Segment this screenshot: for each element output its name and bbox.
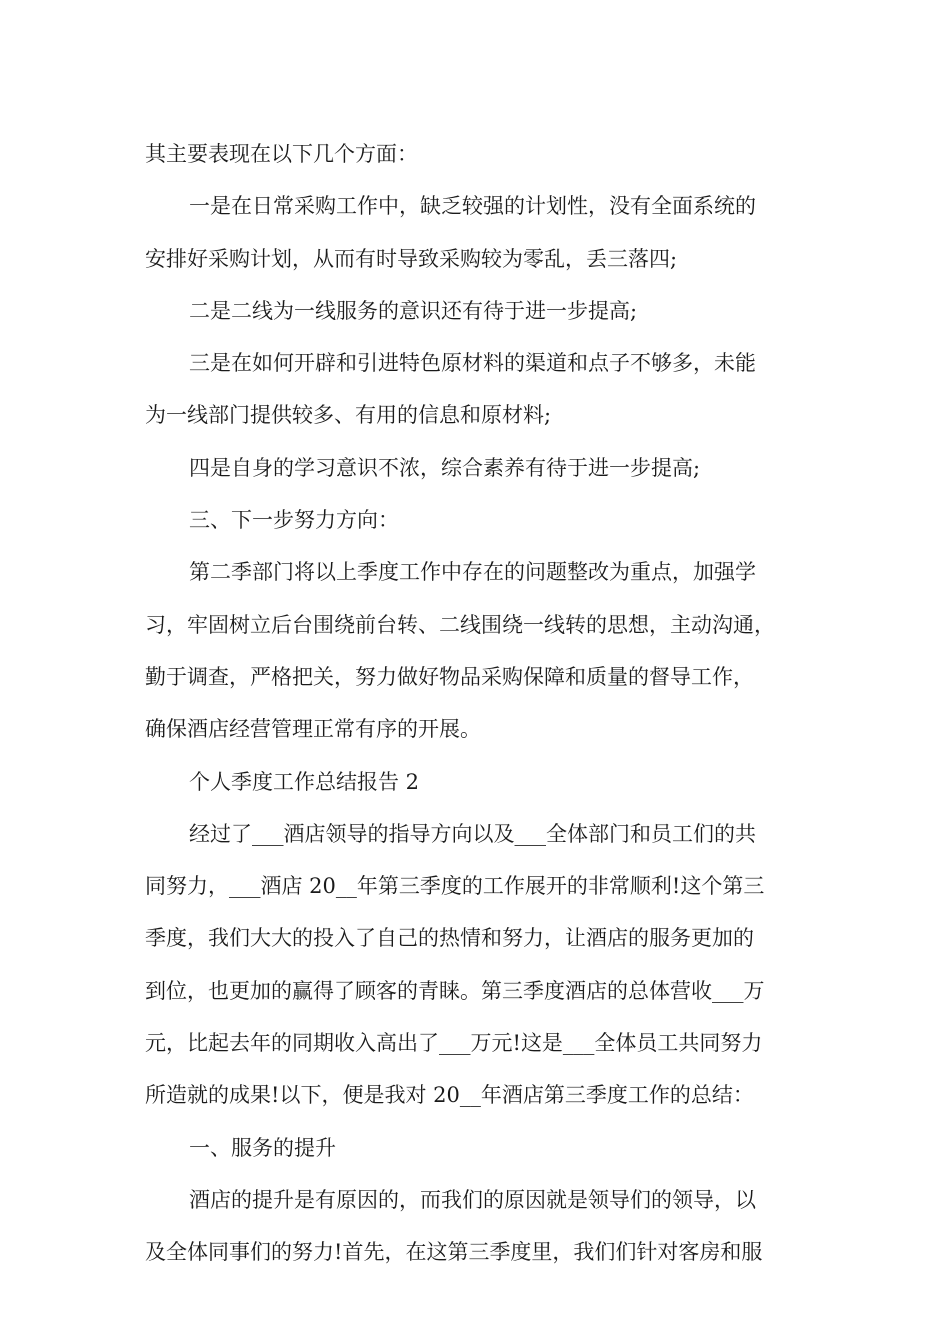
- text-line: 酒店的提升是有原因的，而我们的原因就是领导们的领导，以: [189, 1187, 756, 1212]
- text-line: 季度，我们大大的投入了自己的热情和努力，让酒店的服务更加的: [145, 926, 754, 951]
- text-line: 所造就的成果!以下，便是我对 20__年酒店第三季度工作的总结：: [145, 1083, 754, 1108]
- text-line: 其主要表现在以下几个方面：: [145, 142, 418, 166]
- text-line: 四是自身的学习意识不浓，综合素养有待于进一步提高;: [189, 455, 701, 480]
- text-line: 为一线部门提供较多、有用的信息和原材料;: [145, 403, 552, 428]
- text-line: 安排好采购计划，从而有时导致采购较为零乱，丢三落四;: [145, 246, 678, 271]
- text-line: 同努力，___酒店 20__年第三季度的工作展开的非常顺利!这个第三: [145, 874, 765, 899]
- text-line: 三、下一步努力方向：: [189, 508, 399, 533]
- text-line: 二是二线为一线服务的意识还有待于进一步提高;: [189, 298, 638, 323]
- text-line: 一是在日常采购工作中，缺乏较强的计划性，没有全面系统的: [189, 194, 756, 219]
- text-line: 勤于调查，严格把关，努力做好物品采购保障和质量的督导工作，: [145, 664, 754, 689]
- text-line: 三是在如何开辟和引进特色原材料的渠道和点子不够多，未能: [189, 351, 756, 376]
- text-line: 第二季部门将以上季度工作中存在的问题整改为重点，加强学: [189, 560, 756, 585]
- text-line: 到位，也更加的赢得了顾客的青睐。第三季度酒店的总体营收___万: [145, 978, 765, 1003]
- text-line: 经过了___酒店领导的指导方向以及___全体部门和员工们的共: [189, 821, 756, 846]
- text-line: 确保酒店经营管理正常有序的开展。: [145, 717, 481, 742]
- text-line: 元，比起去年的同期收入高出了___万元!这是___全体员工共同努力: [145, 1031, 763, 1056]
- text-line: 一、服务的提升: [189, 1135, 336, 1160]
- document-body: [145, 128, 825, 1279]
- text-line: 个人季度工作总结报告 2: [189, 769, 420, 794]
- text-line: 及全体同事们的努力!首先，在这第三季度里，我们们针对客房和服: [145, 1240, 763, 1265]
- text-line: 习，牢固树立后台围绕前台转、二线围绕一线转的思想，主动沟通，: [145, 612, 775, 637]
